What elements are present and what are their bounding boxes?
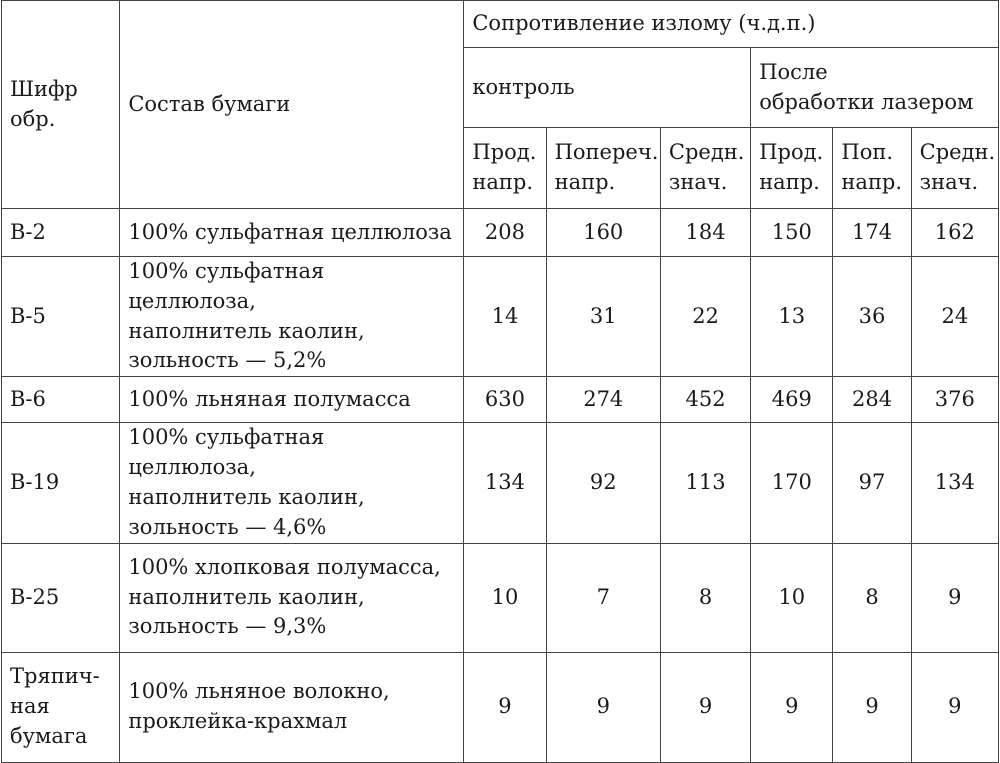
value-cell: 208 xyxy=(464,209,546,257)
value-cell: 10 xyxy=(751,543,833,652)
header-row-1 xyxy=(2,1,999,48)
subheader-cell: Прод. напр. xyxy=(464,128,546,209)
subheader-cell: Средн. знач. xyxy=(660,128,750,209)
value-cell: 9 xyxy=(464,652,546,762)
value-cell: 184 xyxy=(660,209,750,257)
value-cell: 174 xyxy=(833,209,911,257)
table-row xyxy=(2,543,999,652)
value-cell: 9 xyxy=(751,652,833,762)
paper-composition: 100% сульфатная целлюлоза, наполнитель каолин, зольность — 4,6% xyxy=(120,423,464,543)
value-cell: 9 xyxy=(911,543,998,652)
value-cell: 452 xyxy=(660,377,750,423)
table-row xyxy=(2,209,999,257)
value-cell: 9 xyxy=(833,652,911,762)
value-cell: 14 xyxy=(464,257,546,377)
value-cell: 8 xyxy=(833,543,911,652)
header-composition: Состав бумаги xyxy=(120,1,464,209)
subheader-cell: Попереч. напр. xyxy=(546,128,660,209)
value-cell: 97 xyxy=(833,423,911,543)
header-after-laser: После обработки лазером xyxy=(751,48,999,128)
header-control: контроль xyxy=(464,48,751,128)
value-cell: 10 xyxy=(464,543,546,652)
value-cell: 134 xyxy=(911,423,998,543)
table-row xyxy=(2,377,999,423)
value-cell: 284 xyxy=(833,377,911,423)
paper-composition: 100% льняное волокно, проклейка-крахмал xyxy=(120,652,464,762)
subheader-cell: Поп. напр. xyxy=(833,128,911,209)
value-cell: 9 xyxy=(911,652,998,762)
sample-code: В-2 xyxy=(2,209,120,257)
paper-composition: 100% льняная полумасса xyxy=(120,377,464,423)
value-cell: 22 xyxy=(660,257,750,377)
sample-code: В-19 xyxy=(2,423,120,543)
value-cell: 160 xyxy=(546,209,660,257)
subheader-cell: Прод. напр. xyxy=(751,128,833,209)
value-cell: 150 xyxy=(751,209,833,257)
data-table xyxy=(1,0,999,763)
value-cell: 469 xyxy=(751,377,833,423)
sample-code: Тряпич- ная бумага xyxy=(2,652,120,762)
paper-composition: 100% сульфатная целлюлоза xyxy=(120,209,464,257)
paper-composition: 100% хлопковая полумасса, наполнитель каолин, зольность — 9,3% xyxy=(120,543,464,652)
value-cell: 7 xyxy=(546,543,660,652)
header-code: Шифр обр. xyxy=(2,1,120,209)
table-row xyxy=(2,257,999,377)
value-cell: 376 xyxy=(911,377,998,423)
value-cell: 92 xyxy=(546,423,660,543)
table-row xyxy=(2,423,999,543)
value-cell: 24 xyxy=(911,257,998,377)
value-cell: 630 xyxy=(464,377,546,423)
value-cell: 9 xyxy=(546,652,660,762)
paper-composition: 100% сульфатная целлюлоза, наполнитель каолин, зольность — 5,2% xyxy=(120,257,464,377)
value-cell: 170 xyxy=(751,423,833,543)
table-row xyxy=(2,652,999,762)
sample-code: В-6 xyxy=(2,377,120,423)
value-cell: 162 xyxy=(911,209,998,257)
subheader-cell: Средн. знач. xyxy=(911,128,998,209)
value-cell: 13 xyxy=(751,257,833,377)
value-cell: 134 xyxy=(464,423,546,543)
value-cell: 36 xyxy=(833,257,911,377)
sample-code: В-25 xyxy=(2,543,120,652)
value-cell: 31 xyxy=(546,257,660,377)
sample-code: В-5 xyxy=(2,257,120,377)
value-cell: 9 xyxy=(660,652,750,762)
header-resistance: Сопротивление излому (ч.д.п.) xyxy=(464,1,999,48)
value-cell: 113 xyxy=(660,423,750,543)
value-cell: 274 xyxy=(546,377,660,423)
value-cell: 8 xyxy=(660,543,750,652)
